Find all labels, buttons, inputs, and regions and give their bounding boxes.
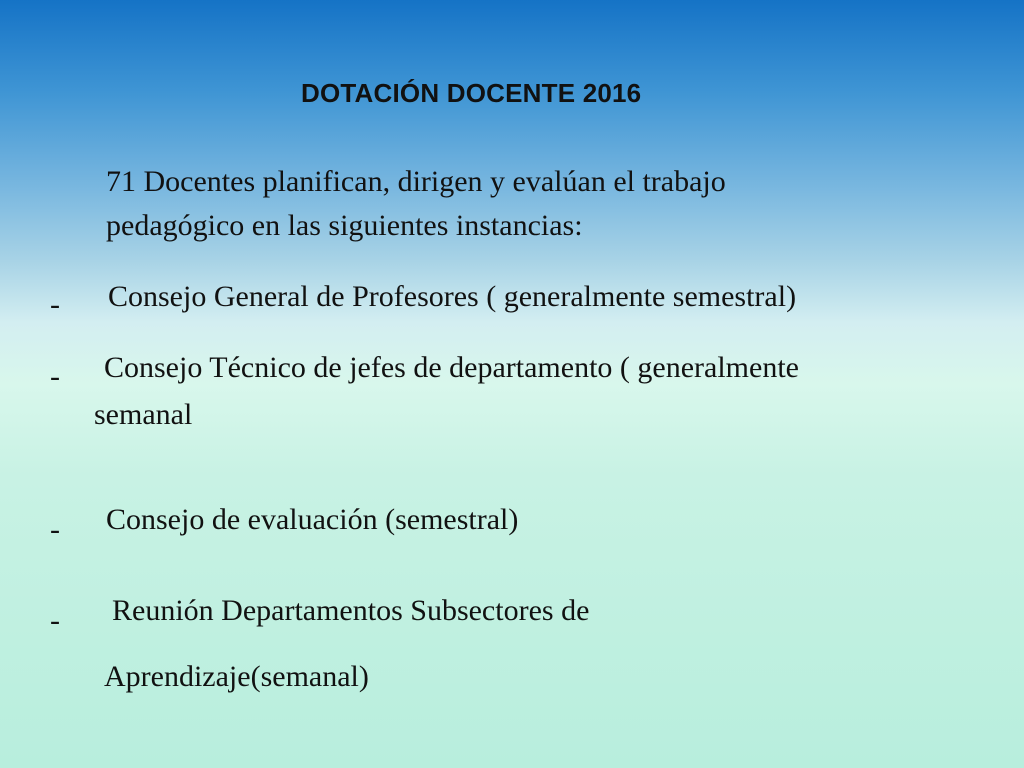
intro-line-2: pedagógico en las siguientes instancias: bbox=[106, 209, 583, 242]
list-item-1: Consejo General de Profesores ( generalmente semestral) bbox=[108, 280, 797, 313]
bullet-dash-4: - bbox=[50, 604, 60, 637]
intro-line-1: 71 Docentes planifican, dirigen y evalúan el trabajo bbox=[106, 165, 726, 198]
intro-paragraph bbox=[106, 160, 906, 248]
bullet-dash-2: - bbox=[50, 360, 60, 393]
list-item-2-line-1: Consejo Técnico de jefes de departamento ( generalmente bbox=[104, 351, 799, 384]
list-item-2-line-2: semanal bbox=[94, 398, 193, 431]
bullet-dash-3: - bbox=[50, 513, 60, 546]
list-item-4-line-2: Aprendizaje(semanal) bbox=[104, 660, 369, 693]
list-item-4-line-1: Reunión Departamentos Subsectores de bbox=[112, 594, 590, 627]
bullet-dash-1: - bbox=[50, 288, 60, 321]
slide-title: DOTACIÓN DOCENTE 2016 bbox=[301, 78, 642, 108]
list-item-3: Consejo de evaluación (semestral) bbox=[106, 503, 519, 536]
